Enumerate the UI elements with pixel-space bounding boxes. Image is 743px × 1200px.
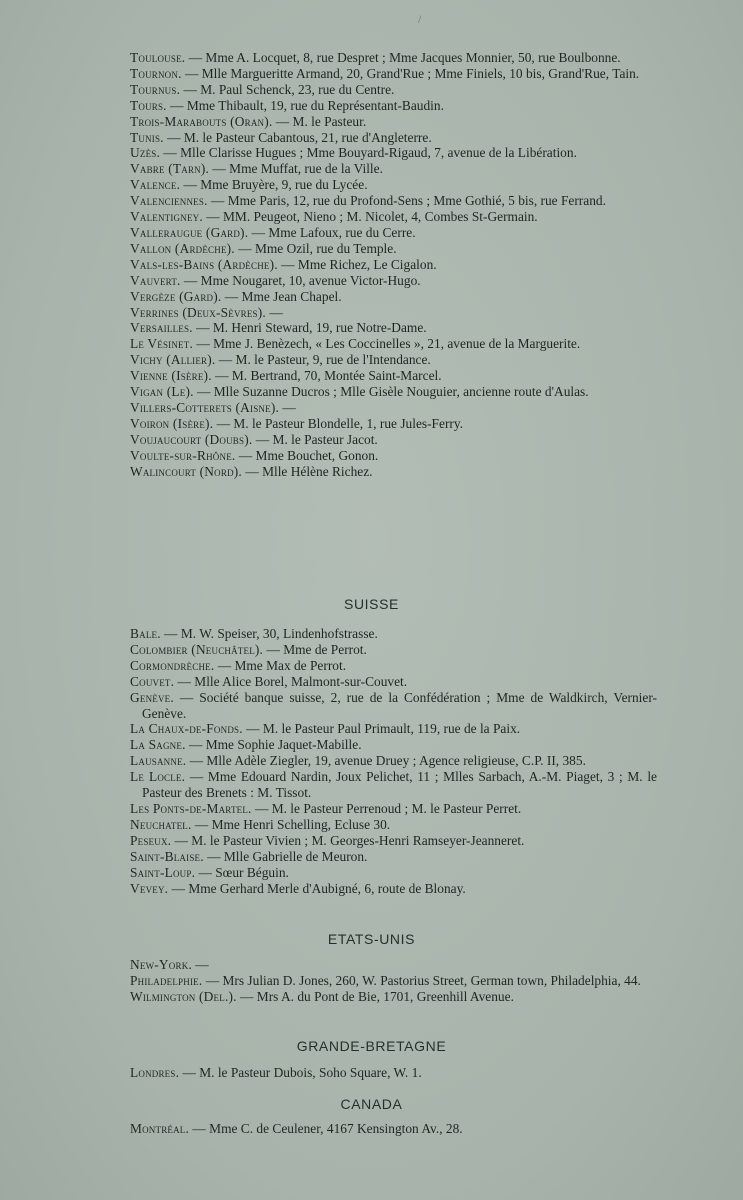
entry-dash: — (173, 689, 200, 705)
entry-place: Valenciennes. (130, 193, 208, 209)
entry-place: Walincourt (Nord). (130, 463, 242, 479)
entry-dash: — (221, 288, 242, 304)
entry-text: Mme J. Benèzech, « Les Coccinelles », 21, avenue de la Marguerite. (213, 336, 581, 352)
directory-entry (130, 66, 657, 82)
entry-place: Valentigney. (130, 209, 203, 225)
entry-text: Mme Lafoux, rue du Cerre. (268, 224, 416, 240)
section-heading-grande-bretagne: GRANDE-BRETAGNE (296, 1038, 447, 1054)
section-heading-etats-unis: ETATS-UNIS (327, 931, 416, 947)
directory-entry (130, 98, 657, 114)
entry-place: Toulouse. (130, 50, 186, 65)
entry-place: Peseux. (130, 832, 172, 848)
directory-entry (130, 801, 657, 817)
entry-dash: — (163, 129, 184, 145)
entry-place: Colombier (Neuchâtel). (130, 641, 264, 657)
entry-dash: — (171, 832, 192, 848)
directory-entry (130, 448, 657, 464)
directory-entry (130, 352, 657, 368)
directory-entry (130, 82, 657, 98)
entry-place: Tournon. (130, 65, 182, 81)
entry-text: Mme Sophie Jaquet-Mabille. (205, 737, 362, 753)
entry-place: Tours. (130, 97, 167, 113)
entry-text: Mme Jean Chapel. (241, 288, 342, 304)
entry-dash: — (180, 81, 201, 97)
entry-text: Mlle Adèle Ziegler, 19, avenue Druey ; Agence religieuse, C.P. II, 385. (206, 753, 586, 769)
entry-place: Cormondrèche. (130, 657, 215, 673)
entry-text: M. le Pasteur Vivien ; M. Georges-Henri Ramseyer-Jeanneret. (191, 832, 525, 848)
entry-text: M. le Pasteur Paul Primault, 119, rue de la Paix. (262, 721, 521, 737)
entry-dash: — (181, 65, 202, 81)
directory-entry (130, 817, 657, 833)
directory-entry (130, 753, 657, 769)
entry-place: Voulte-sur-Rhône. (130, 447, 236, 463)
directory-entry (130, 849, 657, 865)
entry-place: Couvet. (130, 673, 175, 689)
entry-text: Mme Edouard Nardin, Joux Pelichet, 11 ; Mlles Sarbach, A.-M. Piaget, 3 ; M. le Pasteur des Brenets : M. Tissot. (142, 769, 657, 801)
entry-dash: — (192, 320, 213, 336)
directory-entry (130, 769, 657, 801)
directory-entry (130, 432, 657, 448)
entry-text: Mme C. de Ceulener, 4167 Kensington Av., 28. (209, 1121, 463, 1136)
directory-entry (130, 384, 657, 400)
grande-bretagne-list (130, 1065, 657, 1081)
entry-place: Wilmington (Del.). (130, 988, 237, 1004)
directory-entry (130, 865, 657, 881)
entry-place: Le Vésinet. (130, 336, 193, 352)
entry-dash: — (214, 657, 235, 673)
entry-text: Mme A. Locquet, 8, rue Despret ; Mme Jacques Monnier, 50, rue Boulbonne. (205, 50, 621, 65)
entry-dash: — (234, 240, 255, 256)
entry-text: Mlle Suzanne Ducros ; Mlle Gisèle Nouguier, ancienne route d'Aulas. (213, 384, 589, 400)
entry-place: Vichy (Allier). (130, 352, 216, 368)
directory-entry (130, 1065, 657, 1081)
entry-text: M. Paul Schenck, 23, rue du Centre. (200, 81, 395, 97)
directory-entry (130, 674, 657, 690)
entry-place: Vallon (Ardèche). (130, 240, 235, 256)
entry-dash: — (166, 97, 187, 113)
directory-entry (130, 161, 657, 177)
entry-dash: — (209, 161, 230, 177)
entry-place: Vevey. (130, 880, 169, 896)
entry-place: Genève. (130, 689, 174, 705)
entry-text: Mrs Julian D. Jones, 260, W. Pastorius Street, German town, Philadelphia, 44. (222, 972, 641, 988)
directory-entry (130, 50, 657, 66)
entry-place: Vergèze (Gard). (130, 288, 222, 304)
entry-place: Voiron (Isère). (130, 415, 214, 431)
entry-dash: — (179, 1065, 200, 1080)
entry-dash: — (263, 641, 284, 657)
entry-place: Voujaucourt (Doubs). (130, 431, 253, 447)
directory-entry (130, 973, 657, 989)
directory-entry (130, 721, 657, 737)
entry-dash: — (193, 336, 214, 352)
directory-entry (130, 833, 657, 849)
directory-entry (130, 690, 657, 722)
entry-place: Neuchatel. (130, 816, 192, 832)
entry-dash: — (203, 848, 224, 864)
entry-place: Verrines (Deux-Sèvres). (130, 304, 266, 320)
entry-dash: — (186, 753, 207, 769)
entry-place: Tournus. (130, 81, 181, 97)
entry-text: Mme Paris, 12, rue du Profond-Sens ; Mme Gothié, 5 bis, rue Ferrand. (227, 193, 606, 209)
entry-place: Bale. (130, 626, 161, 641)
entry-dash: — (236, 988, 257, 1004)
entry-place: Vauvert. (130, 272, 181, 288)
entry-text: Sœur Béguin. (215, 864, 289, 880)
entry-place: Versailles. (130, 320, 193, 336)
entry-dash: — (185, 50, 206, 65)
entry-text: Mme Thibault, 19, rue du Représentant-Baudin. (186, 97, 444, 113)
entry-dash: — (251, 800, 272, 816)
entry-dash: — (193, 384, 214, 400)
entry-place: Vienne (Isère). (130, 368, 212, 384)
entry-dash: — (191, 957, 209, 972)
entry-dash: — (213, 415, 234, 431)
entry-text: Mme de Perrot. (283, 641, 367, 657)
entry-dash: — (242, 721, 263, 737)
directory-entry (130, 957, 657, 973)
entry-place: New-York. (130, 957, 192, 972)
directory-entry (130, 209, 657, 225)
directory-entry (130, 989, 657, 1005)
entry-dash: — (174, 673, 195, 689)
entry-text: Mlle Alice Borel, Malmont-sur-Couvet. (194, 673, 408, 689)
entry-dash: — (189, 1121, 210, 1136)
entry-text: Mme Muffat, rue de la Ville. (229, 161, 383, 177)
etats-unis-list (130, 957, 657, 1005)
directory-entry (130, 114, 657, 130)
directory-entry (130, 464, 657, 480)
entry-dash: — (215, 352, 236, 368)
entry-text: Mme Nougaret, 10, avenue Victor-Hugo. (200, 272, 421, 288)
entry-dash: — (191, 816, 212, 832)
entry-dash: — (265, 304, 283, 320)
entry-text: Mrs A. du Pont de Bie, 1701, Greenhill Avenue. (256, 988, 514, 1004)
entry-place: Montréal. (130, 1121, 190, 1136)
directory-entry (130, 642, 657, 658)
directory-entry (130, 336, 657, 352)
directory-entry (130, 145, 657, 161)
entry-text: M. le Pasteur Perrenoud ; M. le Pasteur Perret. (271, 800, 522, 816)
entry-text: Mme Gerhard Merle d'Aubigné, 6, route de Blonay. (188, 880, 466, 896)
directory-entry (130, 241, 657, 257)
entry-text: Mme Bouchet, Gonon. (255, 447, 379, 463)
directory-entry (130, 225, 657, 241)
entry-text: Mme Bruyère, 9, rue du Lycée. (200, 177, 368, 193)
entry-dash: — (235, 447, 256, 463)
entry-text: Mlle Gabrielle de Meuron. (223, 848, 368, 864)
entry-place: Uzès. (130, 145, 161, 161)
entry-dash: — (277, 256, 298, 272)
entry-place: Trois-Marabouts (Oran). (130, 113, 273, 129)
entry-place: Saint-Loup. (130, 864, 196, 880)
entry-text: Mme Ozil, rue du Temple. (254, 240, 397, 256)
directory-entry (130, 737, 657, 753)
entry-dash: — (202, 972, 223, 988)
entry-dash: — (160, 145, 181, 161)
entry-dash: — (241, 463, 263, 479)
entry-text: Mme Henri Schelling, Ecluse 30. (211, 816, 391, 832)
directory-entry (130, 400, 657, 416)
directory-entry (130, 193, 657, 209)
directory-entry (130, 368, 657, 384)
directory-entry (130, 881, 657, 897)
entry-text: Mme Max de Perrot. (234, 657, 347, 673)
entry-text: M. le Pasteur Cabantous, 21, rue d'Angleterre. (183, 129, 432, 145)
entry-dash: — (185, 737, 206, 753)
entry-text: MM. Peugeot, Nieno ; M. Nicolet, 4, Combes St-Germain. (223, 209, 538, 225)
entry-place: Vals-les-Bains (Ardèche). (130, 256, 278, 272)
entry-place: Tunis. (130, 129, 164, 145)
entry-place: La Sagne. (130, 737, 186, 753)
directory-entry (130, 273, 657, 289)
entry-text: M. Henri Steward, 19, rue Notre-Dame. (212, 320, 427, 336)
entry-place: Philadelphie. (130, 972, 203, 988)
entry-dash: — (180, 272, 201, 288)
entry-place: La Chaux-de-Fonds. (130, 721, 243, 737)
entry-dash: — (168, 880, 189, 896)
directory-entry (130, 130, 657, 146)
entry-text: Mme Richez, Le Cigalon. (297, 256, 437, 272)
entry-place: Saint-Blaise. (130, 848, 204, 864)
suisse-list (130, 626, 657, 896)
entry-text: M. le Pasteur, 9, rue de l'Intendance. (235, 352, 431, 368)
entry-text: Société banque suisse, 2, rue de la Confédération ; Mme de Waldkirch, Vernier-Genève. (142, 689, 657, 721)
entry-text: Mlle Margueritte Armand, 20, Grand'Rue ; Mme Finiels, 10 bis, Grand'Rue, Tain. (201, 65, 640, 81)
entry-text: M. le Pasteur Jacot. (272, 431, 378, 447)
entry-dash: — (202, 209, 223, 225)
entry-dash: — (252, 431, 273, 447)
entry-place: Vabre (Tarn). (130, 161, 210, 177)
directory-entry (130, 626, 657, 642)
section-heading-suisse: SUISSE (344, 596, 399, 612)
directory-entry (130, 305, 657, 321)
directory-entry (130, 257, 657, 273)
entry-dash: — (180, 177, 201, 193)
entry-place: Le Locle. (130, 769, 186, 785)
entry-dash: — (207, 193, 228, 209)
entry-dash: — (248, 224, 269, 240)
entry-place: Londres. (130, 1065, 180, 1080)
entry-text: Mlle Hélène Richez. (262, 463, 373, 479)
entry-dash: — (279, 399, 296, 415)
entry-place: Valleraugue (Gard). (130, 224, 249, 240)
entry-place: Valence. (130, 177, 181, 193)
entry-place: Vigan (Le). (130, 384, 194, 400)
entry-text: M. le Pasteur. (292, 113, 367, 129)
entry-place: Les Ponts-de-Martel. (130, 800, 252, 816)
page-mark: / (418, 12, 422, 26)
canada-list (130, 1121, 657, 1137)
directory-entry (130, 320, 657, 336)
entry-dash: — (211, 368, 232, 384)
france-list (130, 50, 657, 479)
directory-entry (130, 416, 657, 432)
directory-entry (130, 1121, 657, 1137)
entry-text: M. Bertrand, 70, Montée Saint-Marcel. (231, 368, 442, 384)
entry-text: M. le Pasteur Blondelle, 1, rue Jules-Ferry. (233, 415, 464, 431)
entry-place: Lausanne. (130, 753, 187, 769)
entry-dash: — (195, 864, 216, 880)
entry-place: Villers-Cotterets (Aisne). (130, 399, 280, 415)
entry-dash: — (160, 626, 181, 641)
directory-entry (130, 177, 657, 193)
directory-entry (130, 289, 657, 305)
section-heading-canada: CANADA (340, 1096, 403, 1112)
entry-text: Mlle Clarisse Hugues ; Mme Bouyard-Rigaud, 7, avenue de la Libération. (180, 145, 577, 161)
entry-text: M. W. Speiser, 30, Lindenhofstrasse. (180, 626, 378, 641)
directory-entry (130, 658, 657, 674)
entry-dash: — (185, 769, 208, 785)
entry-text: M. le Pasteur Dubois, Soho Square, W. 1. (199, 1065, 422, 1080)
entry-dash: — (272, 113, 293, 129)
